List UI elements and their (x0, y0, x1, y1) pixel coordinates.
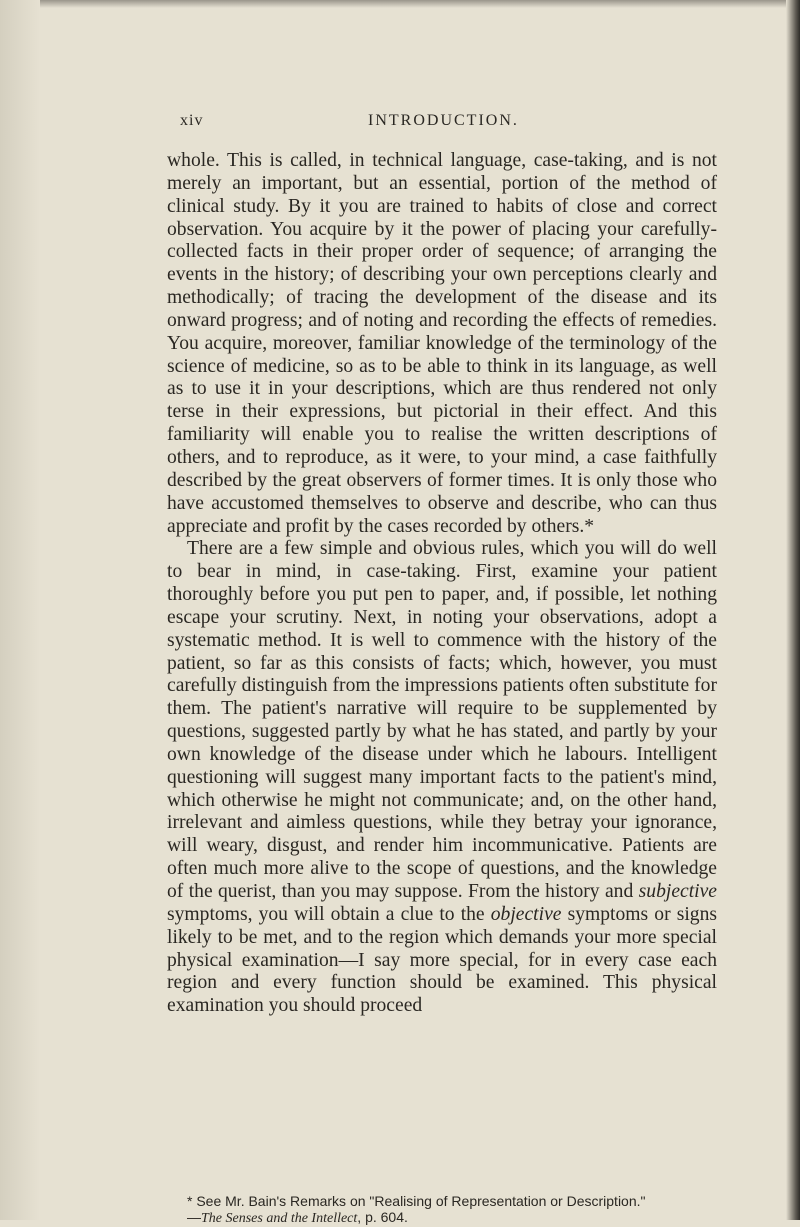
running-title: INTRODUCTION. (368, 112, 519, 129)
paragraph-2-text-b: symptoms, you will obtain a clue to the (167, 903, 491, 925)
paragraph-2 (167, 538, 717, 1018)
page-right-edge (786, 0, 800, 1220)
subjective-term: subjective (638, 881, 717, 902)
running-head (0, 112, 800, 132)
page-gutter (0, 0, 40, 1220)
paragraph-1: whole. This is called, in technical language, case-taking, and is not merely an important, but an essential, portion of the method of clinical study. By it you are trained to habits of close and correct observation. You acquire by it the power of placing your carefully-collected facts in their proper order of sequence; of arranging the events in the history; of describing your own perceptions clearly and methodically; of tracing the development of the disease and its onward progress; and of noting and recording the effects of remedies. You acquire, moreover, familiar knowledge of the terminology of the science of medicine, so as to be able to think in its language, as well as to use it in your descriptions, which are thus rendered not only terse in their expressions, but pictorial in their effect. And this familiarity will enable you to realise the written descriptions of others, and to reproduce, as it were, to your mind, a case faithfully described by the great observers of former times. It is only those who have accustomed themselves to observe and describe, who can thus appreciate and profit by the cases recorded by others.* (167, 150, 717, 537)
paragraph-2-text-a: There are a few simple and obvious rules, which you will do well to bear in mind, in case-taking. First, examine your patient thoroughly before you put pen to paper, and, if possible, let nothing escape your scrutiny. Next, in noting your observations, adopt a systematic method. It is well to commence with the history of the patient, so far as this consists of facts; which, however, you must carefully distinguish from the impressions patients often substitute for them. The patient's narrative will require to be supplemented by questions, suggested partly by what he has stated, and partly by your own knowledge of the disease under which he labours. Intelligent questioning will suggest many important facts to the patient's mind, which otherwise he might not communicate; and, on the other hand, irrelevant and aimless questions, while they betray your ignorance, will weary, disgust, and render him incommunicative. Patients are often much more alive to the scope of questions, and the knowledge of the querist, than you may suppose. From the history and (167, 538, 717, 902)
footnote-page-ref: , p. 604. (357, 1209, 408, 1225)
page-number: xiv (180, 112, 204, 129)
objective-term: objective (490, 903, 562, 925)
footnote-book-title: The Senses and the Intellect (201, 1211, 358, 1226)
body-text (167, 150, 717, 1018)
page-top-edge (0, 0, 800, 8)
footnote-text: * See Mr. Bain's Remarks on "Realising of Representation or Description." (187, 1193, 646, 1209)
paragraph-2-text-c: symptoms or signs likely to be met, and to the region which demands your more special physical examination—I say more special, for in every case each region and every function should be examined. This physical examination you should proceed (167, 903, 717, 1017)
footnote-dash: — (187, 1209, 201, 1225)
footnote (187, 1193, 727, 1227)
